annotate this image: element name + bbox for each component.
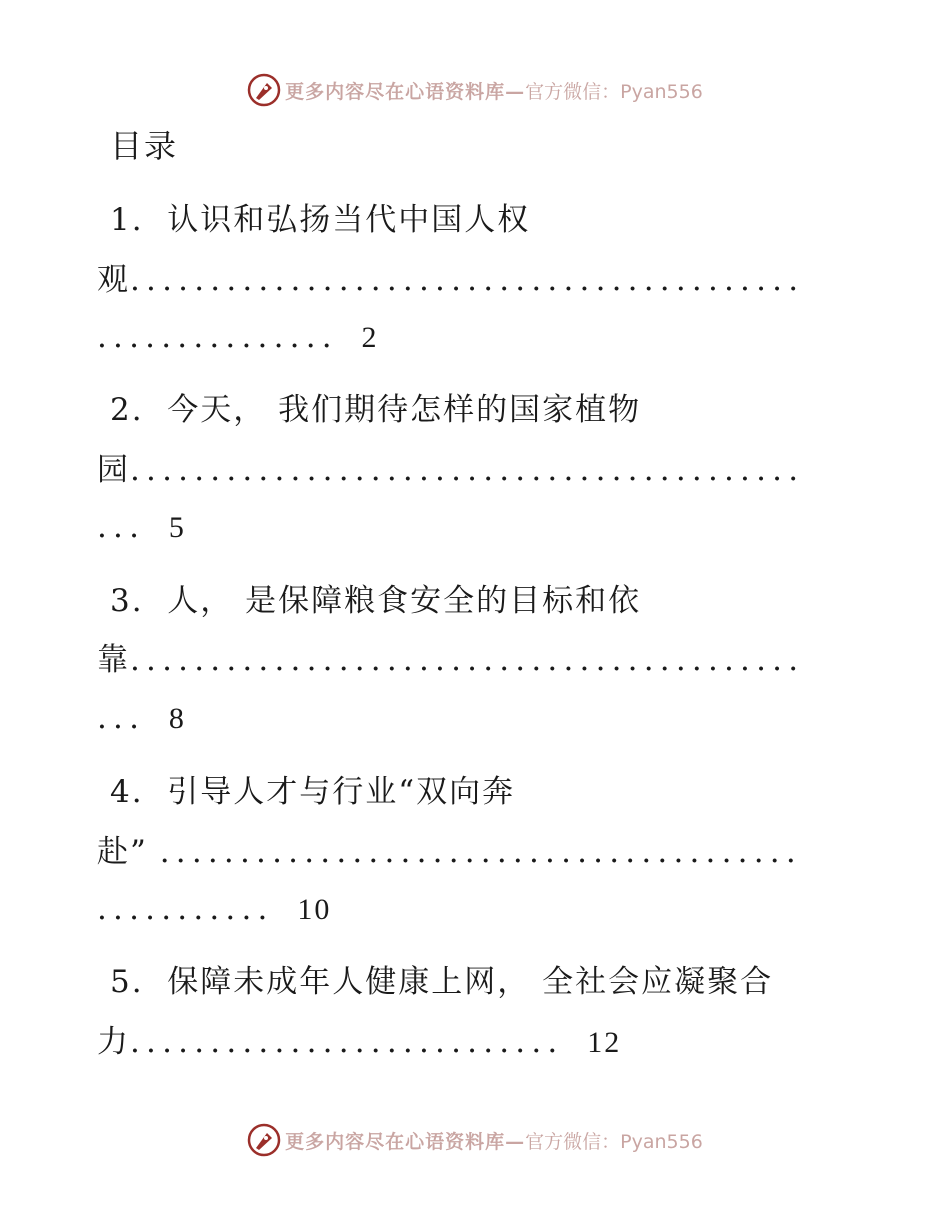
toc-entry-number: 4. — [110, 774, 144, 810]
toc-entry-title: 引导人才与行业“双向奔 — [167, 774, 516, 810]
toc-entry-3-line3 — [97, 696, 186, 741]
toc-entry-4-line2 — [97, 830, 802, 874]
toc-entry-title-cont: 观 — [97, 262, 130, 298]
toc-entry-title-cont: 力 — [97, 1024, 130, 1060]
toc-entry-2-line3 — [97, 505, 186, 550]
toc-entry-title-cont: 靠 — [97, 642, 130, 678]
toc-entry-title: 保障未成年人健康上网， 全社会应凝聚合 — [167, 964, 774, 1000]
footer-banner — [0, 1120, 950, 1160]
toc-title: 目录 — [110, 127, 179, 165]
header-banner — [0, 70, 950, 110]
toc-entry-title: 认识和弘扬当代中国人权 — [167, 202, 531, 238]
toc-entry-5-line2 — [97, 1020, 621, 1065]
toc-entry-title-cont: 赴” — [97, 834, 148, 870]
toc-entry-title-cont: 园 — [97, 452, 130, 488]
toc-entry-title: 今天， 我们期待怎样的国家植物 — [167, 392, 642, 428]
pen-nib-icon — [247, 73, 281, 107]
toc-page-number: 5 — [168, 511, 186, 544]
toc-entry-number: 2. — [110, 392, 144, 428]
toc-entry-5-line1 — [110, 960, 773, 1004]
toc-entry-title: 人， 是保障粮食安全的目标和依 — [167, 583, 642, 619]
toc-page-number: 10 — [297, 893, 332, 926]
toc-leader-dots: .......................................... — [130, 642, 805, 678]
toc-page-number: 2 — [361, 321, 379, 354]
toc-entry-number: 1. — [110, 202, 144, 238]
banner-wechat: 官方微信：Pyan556 — [525, 1130, 703, 1153]
banner-text: 更多内容尽在心语资料库— — [285, 1130, 526, 1153]
toc-leader-dots: .......................................... — [130, 452, 805, 488]
toc-leader-dots: ........................................ — [159, 834, 802, 870]
toc-entry-number: 5. — [110, 964, 144, 1000]
toc-leader-dots: ... — [97, 700, 146, 736]
toc-leader-dots: ........................... — [130, 1024, 564, 1060]
toc-entry-4-line3 — [97, 887, 331, 932]
toc-entry-1-line1 — [110, 198, 530, 242]
toc-entry-4-line1 — [110, 770, 515, 814]
toc-entry-3-line2 — [97, 638, 804, 682]
toc-leader-dots: ............... — [97, 319, 338, 355]
pen-nib-icon — [247, 1123, 281, 1157]
toc-leader-dots: .......................................... — [130, 262, 805, 298]
toc-entry-1-line3 — [97, 315, 379, 360]
toc-entry-number: 3. — [110, 583, 144, 619]
banner-text: 更多内容尽在心语资料库— — [285, 80, 526, 103]
toc-leader-dots: ........... — [97, 891, 274, 927]
toc-leader-dots: ... — [97, 509, 146, 545]
toc-entry-2-line2 — [97, 448, 804, 492]
toc-entry-2-line1 — [110, 388, 641, 432]
toc-entry-1-line2 — [97, 258, 804, 302]
banner-wechat: 官方微信：Pyan556 — [525, 80, 703, 103]
toc-page-number: 8 — [168, 702, 186, 735]
toc-entry-3-line1 — [110, 579, 641, 623]
toc-page-number: 12 — [587, 1026, 622, 1059]
